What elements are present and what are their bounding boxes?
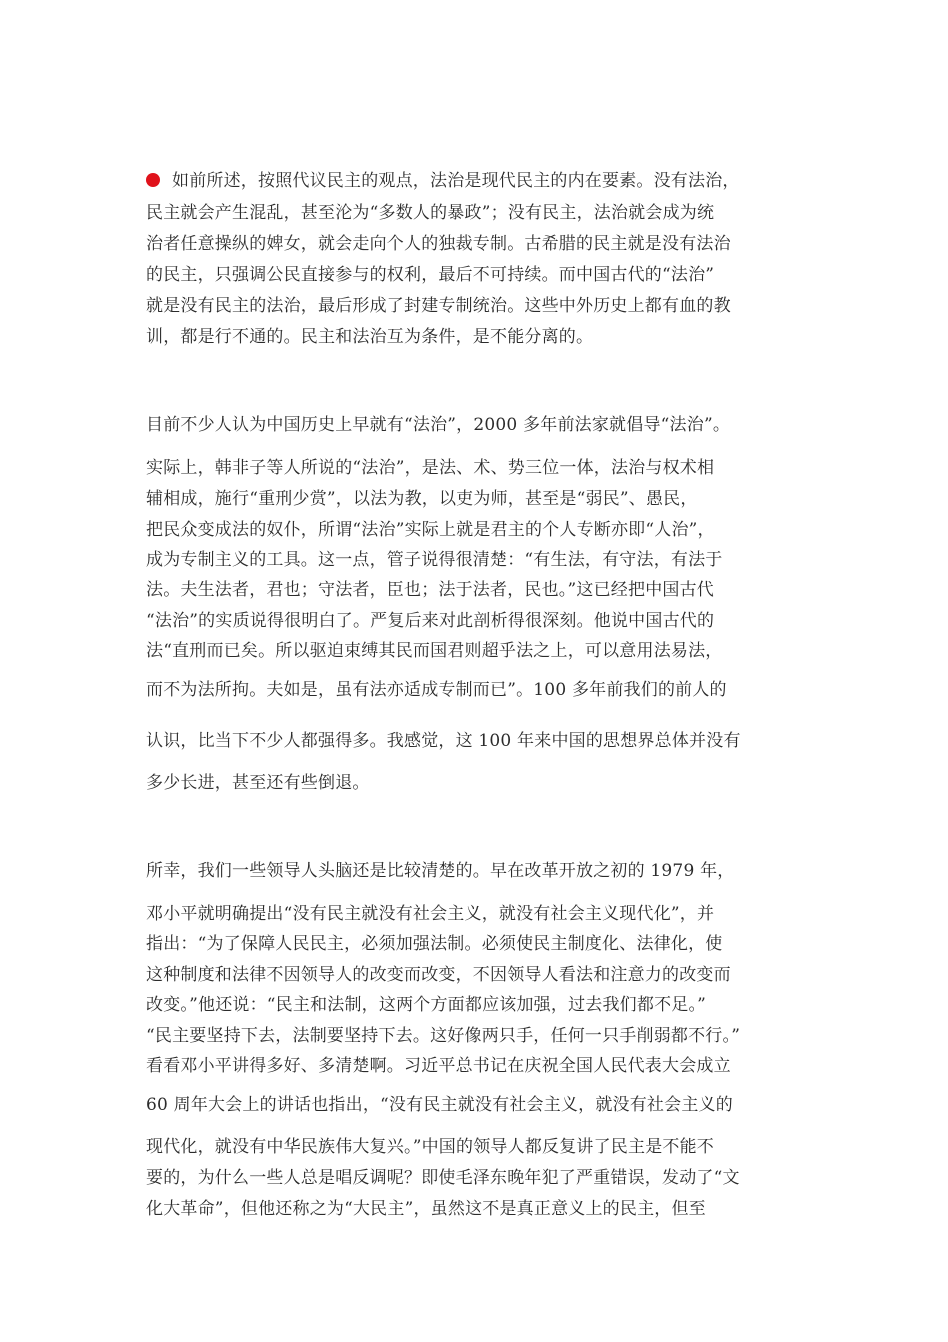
paragraph-3-line-5: 法。夫生法者，君也；守法者，臣也；法于法者，民也。”这已经把中国古代 — [146, 580, 714, 600]
paragraph-4-line-4: 这种制度和法律不因领导人的改变而改变，不因领导人看法和注意力的改变而 — [146, 965, 731, 985]
paragraph-2-line-1: 目前不少人认为中国历史上早就有“法治”，2000 多年前法家就倡导“法治”。 — [146, 415, 731, 435]
paragraph-3-line-7: 法“直刑而已矣。所以驱迫束缚其民而国君则超乎法之上，可以意用法易法， — [146, 641, 723, 661]
paragraph-1-line-1: 如前所述，按照代议民主的观点，法治是现代民主的内在要素。没有法治， — [172, 171, 740, 191]
bullet-icon — [146, 173, 160, 187]
paragraph-3-line-2: 辅相成，施行“重刑少赏”，以法为教，以吏为师，甚至是“弱民”、愚民， — [146, 489, 698, 509]
paragraph-1-line-5: 就是没有民主的法治，最后形成了封建专制统治。这些中外历史上都有血的教 — [146, 296, 731, 316]
paragraph-4-line-2: 邓小平就明确提出“没有民主就没有社会主义，就没有社会主义现代化”，并 — [146, 904, 715, 924]
paragraph-3-line-6: “法治”的实质说得很明白了。严复后来对此剖析得很深刻。他说中国古代的 — [146, 611, 715, 631]
paragraph-1-line-6: 训，都是行不通的。民主和法治互为条件，是不能分离的。 — [146, 327, 594, 347]
paragraph-4-line-5: 改变。”他还说：“民主和法制，这两个方面都应该加强，过去我们都不足。” — [146, 995, 707, 1015]
paragraph-4-line-11: 化大革命”，但他还称之为“大民主”，虽然这不是真正意义上的民主，但至 — [146, 1199, 706, 1219]
paragraph-1-line-2: 民主就会产生混乱，甚至沦为“多数人的暴政”；没有民主，法治就会成为统 — [146, 203, 715, 223]
paragraph-3-line-1: 实际上，韩非子等人所说的“法治”，是法、术、势三位一体，法治与权术相 — [146, 458, 715, 478]
paragraph-3-line-9: 认识，比当下不少人都强得多。我感觉，这 100 年来中国的思想界总体并没有 — [146, 731, 741, 751]
paragraph-4-line-9: 现代化，就没有中华民族伟大复兴。”中国的领导人都反复讲了民主是不能不 — [146, 1137, 714, 1157]
paragraph-3-line-3: 把民众变成法的奴仆，所谓“法治”实际上就是君主的个人专断亦即“人治”， — [146, 520, 715, 540]
paragraph-4-line-3: 指出：“为了保障人民民主，必须加强法制。必须使民主制度化、法律化，使 — [146, 934, 723, 954]
paragraph-4-line-8: 60 周年大会上的讲话也指出，“没有民主就没有社会主义，就没有社会主义的 — [146, 1095, 733, 1115]
paragraph-3-line-10: 多少长进，甚至还有些倒退。 — [146, 773, 370, 793]
paragraph-4-line-10: 要的，为什么一些人总是唱反调呢？即使毛泽东晚年犯了严重错误，发动了“文 — [146, 1168, 740, 1188]
paragraph-3-line-8: 而不为法所拘。夫如是，虽有法亦适成专制而已”。100 多年前我们的前人的 — [146, 680, 727, 700]
paragraph-3-line-4: 成为专制主义的工具。这一点，管子说得很清楚：“有生法，有守法，有法于 — [146, 550, 723, 570]
paragraph-1-line-3: 治者任意操纵的婢女，就会走向个人的独裁专制。古希腊的民主就是没有法治 — [146, 234, 731, 254]
paragraph-4-line-6: “民主要坚持下去，法制要坚持下去。这好像两只手，任何一只手削弱都不行。” — [146, 1026, 741, 1046]
paragraph-1-line-4: 的民主，只强调公民直接参与的权利，最后不可持续。而中国古代的“法治” — [146, 265, 715, 285]
paragraph-4-line-1: 所幸，我们一些领导人头脑还是比较清楚的。早在改革开放之初的 1979 年， — [146, 861, 735, 881]
paragraph-4-line-7: 看看邓小平讲得多好、多清楚啊。习近平总书记在庆祝全国人民代表大会成立 — [146, 1056, 731, 1076]
